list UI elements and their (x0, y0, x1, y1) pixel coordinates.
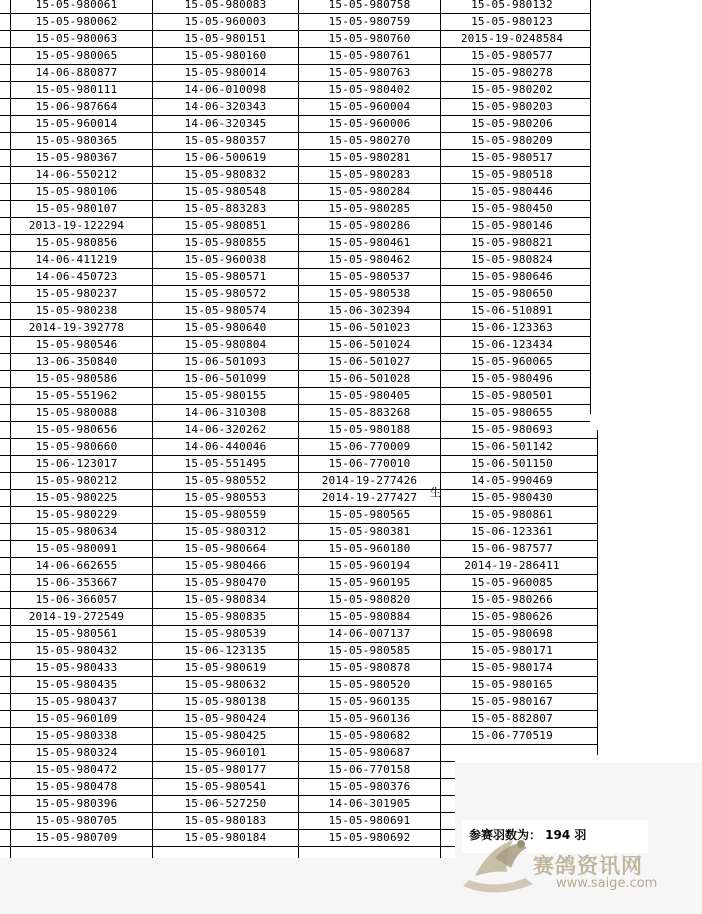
table-cell: 15-05-883283 (184, 202, 267, 215)
table-cell: 15-05-960014 (35, 117, 118, 130)
table-cell: 15-05-980878 (328, 661, 411, 674)
table-cell: 15-05-980586 (35, 372, 118, 385)
table-cell: 15-05-980821 (471, 236, 553, 249)
table-cell: 15-05-960004 (328, 100, 411, 113)
table-cell: 15-05-960085 (471, 576, 553, 589)
table-cell: 15-05-980470 (184, 576, 267, 589)
table-cell: 15-05-980396 (35, 797, 118, 810)
table-cell: 15-05-980461 (328, 236, 411, 249)
table-gridline (0, 608, 598, 609)
table-cell: 15-06-501142 (471, 440, 553, 453)
table-cell: 2014-19-277426 (321, 474, 418, 487)
table-cell: 15-05-980146 (471, 219, 553, 232)
table-cell: 15-05-882807 (471, 712, 553, 725)
table-cell: 15-05-980091 (35, 542, 118, 555)
table-cell: 15-05-980832 (184, 168, 267, 181)
table-cell: 15-05-980437 (35, 695, 118, 708)
table-gridline (0, 98, 590, 99)
table-cell: 15-06-123361 (471, 525, 553, 538)
table-cell: 15-05-980167 (471, 695, 553, 708)
table-cell: 15-05-980177 (184, 763, 267, 776)
table-cell: 15-05-980376 (328, 780, 411, 793)
table-cell: 14-06-320345 (184, 117, 267, 130)
table-cell: 15-05-980111 (35, 83, 118, 96)
table-cell: 15-05-980266 (471, 593, 553, 606)
table-cell: 15-05-980640 (184, 321, 267, 334)
table-right-border (597, 430, 598, 755)
table-cell: 15-05-980539 (184, 627, 267, 640)
table-cell: 15-06-501024 (328, 338, 411, 351)
table-cell: 15-05-980553 (184, 491, 267, 504)
table-gridline (0, 47, 590, 48)
table-cell: 15-05-980212 (35, 474, 118, 487)
table-cell: 15-05-980281 (328, 151, 411, 164)
table-cell: 15-05-980285 (328, 202, 411, 215)
table-cell: 15-06-500619 (184, 151, 267, 164)
table-gridline (0, 795, 455, 796)
table-cell: 15-05-980682 (328, 729, 411, 742)
table-cell: 15-05-980571 (184, 270, 267, 283)
table-cell: 15-05-980626 (471, 610, 553, 623)
table-gridline (0, 778, 455, 779)
table-gridline (0, 217, 590, 218)
table-cell: 15-05-960180 (328, 542, 411, 555)
stray-character: 生 (430, 486, 441, 499)
table-right-border (590, 0, 591, 414)
table-cell: 14-06-320262 (184, 423, 267, 436)
table-cell: 15-05-980761 (328, 49, 411, 62)
table-cell: 15-05-980151 (184, 32, 267, 45)
table-cell: 15-05-980286 (328, 219, 411, 232)
table-cell: 15-05-980138 (184, 695, 267, 708)
table-cell: 15-05-980574 (184, 304, 267, 317)
table-cell: 14-06-450723 (35, 270, 118, 283)
table-cell: 15-05-960194 (328, 559, 411, 572)
table-cell: 15-05-980692 (328, 831, 411, 844)
table-cell: 15-05-980693 (471, 423, 553, 436)
table-gridline (0, 115, 590, 116)
table-cell: 15-05-980061 (35, 0, 118, 11)
table-cell: 15-05-980450 (471, 202, 553, 215)
table-cell: 15-06-501028 (328, 372, 411, 385)
table-cell: 15-06-987664 (35, 100, 118, 113)
table-cell: 15-05-980229 (35, 508, 118, 521)
table-gridline (0, 625, 598, 626)
table-cell: 2015-19-0248584 (460, 32, 564, 45)
table-gridline (0, 744, 598, 745)
table-cell: 15-05-980083 (184, 0, 267, 11)
table-gridline (0, 523, 598, 524)
table-cell: 15-05-980357 (184, 134, 267, 147)
table-cell: 15-06-510891 (471, 304, 553, 317)
table-cell: 15-05-980763 (328, 66, 411, 79)
table-cell: 15-05-980760 (328, 32, 411, 45)
table-gridline (0, 472, 598, 473)
table-gridline (0, 761, 455, 762)
table-cell: 14-05-990469 (471, 474, 553, 487)
table-cell: 14-06-662655 (35, 559, 118, 572)
table-cell: 15-05-960109 (35, 712, 118, 725)
table-cell: 15-05-980365 (35, 134, 118, 147)
table-cell: 15-05-980537 (328, 270, 411, 283)
table-cell: 15-05-980203 (471, 100, 553, 113)
table-cell: 15-05-980561 (35, 627, 118, 640)
table-gridline (0, 710, 598, 711)
table-cell: 15-05-980759 (328, 15, 411, 28)
table-cell: 15-05-980160 (184, 49, 267, 62)
table-cell: 15-06-501093 (184, 355, 267, 368)
table-cell: 15-05-980462 (328, 253, 411, 266)
table-cell: 15-05-980435 (35, 678, 118, 691)
table-cell: 15-05-980188 (328, 423, 411, 436)
table-cell: 15-05-883268 (328, 406, 411, 419)
table-gridline (0, 268, 590, 269)
table-cell: 15-05-980501 (471, 389, 553, 402)
table-gridline (0, 404, 590, 405)
table-cell: 15-05-980572 (184, 287, 267, 300)
table-cell: 15-05-980088 (35, 406, 118, 419)
table-cell: 15-06-770158 (328, 763, 411, 776)
table-cell: 15-05-980106 (35, 185, 118, 198)
table-cell: 15-05-980552 (184, 474, 267, 487)
table-column-divider (298, 0, 299, 863)
table-cell: 15-05-980209 (471, 134, 553, 147)
table-cell: 15-05-980063 (35, 32, 118, 45)
table-gridline (0, 353, 590, 354)
table-gridline (0, 387, 590, 388)
watermark-url: www.saige.com (556, 876, 658, 891)
table-column-divider (152, 0, 153, 863)
table-cell: 15-05-980184 (184, 831, 267, 844)
table-cell: 15-05-980577 (471, 49, 553, 62)
table-cell: 15-05-980646 (471, 270, 553, 283)
table-cell: 15-05-980855 (184, 236, 267, 249)
table-cell: 14-06-411219 (35, 253, 118, 266)
table-cell: 15-05-980381 (328, 525, 411, 538)
table-gridline (0, 591, 598, 592)
table-cell: 15-05-980225 (35, 491, 118, 504)
table-gridline (0, 421, 590, 422)
table-gridline (0, 319, 590, 320)
table-cell: 15-05-980165 (471, 678, 553, 691)
table-cell: 15-05-980123 (471, 15, 553, 28)
table-gridline (0, 13, 590, 14)
table-cell: 15-05-980835 (184, 610, 267, 623)
table-cell: 15-05-960135 (328, 695, 411, 708)
table-cell: 15-05-980402 (328, 83, 411, 96)
table-cell: 15-05-960038 (184, 253, 267, 266)
table-cell: 15-05-980202 (471, 83, 553, 96)
table-cell: 15-05-980405 (328, 389, 411, 402)
table-cell: 15-06-501023 (328, 321, 411, 334)
table-cell: 15-05-980632 (184, 678, 267, 691)
table-cell: 15-05-980238 (35, 304, 118, 317)
table-cell: 15-05-980324 (35, 746, 118, 759)
table-gridline (0, 506, 598, 507)
table-cell: 2013-19-122294 (28, 219, 125, 232)
table-gridline (0, 336, 590, 337)
table-gridline (0, 659, 598, 660)
table-cell: 15-05-980174 (471, 661, 553, 674)
table-gridline (0, 676, 598, 677)
watermark-site-name: 赛鸽资讯网 (533, 854, 643, 878)
table-gridline (0, 149, 590, 150)
table-cell: 15-05-980517 (471, 151, 553, 164)
table-cell: 15-05-960065 (471, 355, 553, 368)
table-cell: 15-05-980687 (328, 746, 411, 759)
table-cell: 14-06-310308 (184, 406, 267, 419)
table-cell: 15-05-980619 (184, 661, 267, 674)
table-cell: 15-06-770010 (328, 457, 411, 470)
table-gridline (0, 455, 598, 456)
table-cell: 15-06-527250 (184, 797, 267, 810)
table-cell: 15-06-770519 (471, 729, 553, 742)
table-cell: 15-05-980541 (184, 780, 267, 793)
table-cell: 15-05-980107 (35, 202, 118, 215)
table-gridline (0, 642, 598, 643)
participant-count-label: 参赛羽数为： 194 羽 (469, 828, 587, 842)
table-gridline (0, 557, 598, 558)
table-cell: 15-06-353667 (35, 576, 118, 589)
table-cell: 15-05-980472 (35, 763, 118, 776)
table-gridline (0, 81, 590, 82)
table-cell: 15-05-980709 (35, 831, 118, 844)
table-cell: 14-06-007137 (328, 627, 411, 640)
table-cell: 15-05-980856 (35, 236, 118, 249)
table-cell: 15-05-980518 (471, 168, 553, 181)
table-cell: 15-05-980284 (328, 185, 411, 198)
table-cell: 15-05-980065 (35, 49, 118, 62)
table-cell: 14-06-550212 (35, 168, 118, 181)
table-cell: 15-05-980585 (328, 644, 411, 657)
table-gridline (0, 200, 590, 201)
table-cell: 15-05-980433 (35, 661, 118, 674)
table-cell: 15-05-980565 (328, 508, 411, 521)
table-cell: 14-06-320343 (184, 100, 267, 113)
table-cell: 2014-19-392778 (28, 321, 125, 334)
table-cell: 15-05-980338 (35, 729, 118, 742)
table-cell: 14-06-010098 (184, 83, 267, 96)
table-cell: 15-05-960003 (184, 15, 267, 28)
table-cell: 15-05-980851 (184, 219, 267, 232)
table-cell: 15-05-551495 (184, 457, 267, 470)
table-cell: 15-05-980656 (35, 423, 118, 436)
table-cell: 14-06-440046 (184, 440, 267, 453)
table-cell: 15-05-980270 (328, 134, 411, 147)
table-gridline (0, 64, 590, 65)
table-cell: 15-05-960101 (184, 746, 267, 759)
table-cell: 15-05-980155 (184, 389, 267, 402)
table-gridline (0, 285, 590, 286)
table-cell: 15-06-501099 (184, 372, 267, 385)
table-cell: 15-05-980824 (471, 253, 553, 266)
table-cell: 15-05-980758 (328, 0, 411, 11)
table-cell: 15-05-980660 (35, 440, 118, 453)
table-cell: 15-05-980014 (184, 66, 267, 79)
table-cell: 15-05-980834 (184, 593, 267, 606)
table-cell: 15-06-123363 (471, 321, 553, 334)
table-cell: 15-05-980546 (35, 338, 118, 351)
table-cell: 15-05-980884 (328, 610, 411, 623)
table-cell: 15-05-980548 (184, 185, 267, 198)
table-cell: 15-05-980424 (184, 712, 267, 725)
table-cell: 15-05-980425 (184, 729, 267, 742)
table-cell: 15-05-980283 (328, 168, 411, 181)
table-cell: 15-05-980655 (471, 406, 553, 419)
table-gridline (0, 30, 590, 31)
table-gridline (0, 370, 590, 371)
table-cell: 2014-19-272549 (28, 610, 125, 623)
table-cell: 15-05-980820 (328, 593, 411, 606)
table-cell: 15-06-987577 (471, 542, 553, 555)
table-cell: 15-05-980062 (35, 15, 118, 28)
table-gridline (0, 574, 598, 575)
table-cell: 15-05-980520 (328, 678, 411, 691)
table-cell: 15-05-980466 (184, 559, 267, 572)
table-cell: 15-05-980237 (35, 287, 118, 300)
table-cell: 15-05-960195 (328, 576, 411, 589)
table-cell: 2014-19-277427 (321, 491, 418, 504)
table-gridline (0, 829, 455, 830)
table-gridline (0, 489, 598, 490)
table-cell: 15-05-980691 (328, 814, 411, 827)
table-cell: 13-06-350840 (35, 355, 118, 368)
table-cell: 15-06-501027 (328, 355, 411, 368)
table-cell: 15-05-551962 (35, 389, 118, 402)
table-cell: 15-05-980312 (184, 525, 267, 538)
table-cell: 15-06-302394 (328, 304, 411, 317)
table-cell: 15-06-123434 (471, 338, 553, 351)
table-cell: 15-05-980698 (471, 627, 553, 640)
table-gridline (0, 302, 590, 303)
table-cell: 15-05-980367 (35, 151, 118, 164)
table-gridline (0, 132, 590, 133)
table-gridline (0, 846, 455, 847)
table-cell: 15-06-123017 (35, 457, 118, 470)
table-cell: 15-05-980804 (184, 338, 267, 351)
table-cell (441, 744, 583, 761)
table-cell: 15-06-123135 (184, 644, 267, 657)
table-cell: 15-05-980183 (184, 814, 267, 827)
table-cell: 15-05-960136 (328, 712, 411, 725)
table-cell: 15-05-980446 (471, 185, 553, 198)
table-gridline (0, 812, 455, 813)
table-gridline (0, 438, 598, 439)
table-cell: 15-06-770009 (328, 440, 411, 453)
table-gridline (0, 234, 590, 235)
table-cell: 15-05-980206 (471, 117, 553, 130)
table-cell: 15-06-366057 (35, 593, 118, 606)
table-gridline (0, 693, 598, 694)
table-cell: 15-05-980705 (35, 814, 118, 827)
table-cell: 15-05-980432 (35, 644, 118, 657)
table-cell: 15-06-501150 (471, 457, 553, 470)
table-cell: 15-05-980559 (184, 508, 267, 521)
table-gridline (0, 183, 590, 184)
table-cell: 15-05-980278 (471, 66, 553, 79)
table-gridline (0, 727, 598, 728)
table-gridline (0, 540, 598, 541)
table-cell: 15-05-980496 (471, 372, 553, 385)
table-cell: 15-05-980132 (471, 0, 553, 11)
table-cell: 15-05-980171 (471, 644, 553, 657)
table-cell: 14-06-301905 (328, 797, 411, 810)
table-cell: 15-05-960006 (328, 117, 411, 130)
table-gridline (0, 166, 590, 167)
table-cell: 15-05-980861 (471, 508, 553, 521)
table-cell: 15-05-980538 (328, 287, 411, 300)
table-cell: 15-05-980650 (471, 287, 553, 300)
table-cell: 15-05-980664 (184, 542, 267, 555)
table-column-divider (440, 0, 441, 863)
table-column-divider (10, 0, 11, 863)
table-cell: 14-06-880877 (35, 66, 118, 79)
table-cell: 15-05-980478 (35, 780, 118, 793)
table-cell: 15-05-980430 (471, 491, 553, 504)
table-cell: 2014-19-286411 (464, 559, 560, 572)
table-cell: 15-05-980634 (35, 525, 118, 538)
table-gridline (0, 251, 590, 252)
